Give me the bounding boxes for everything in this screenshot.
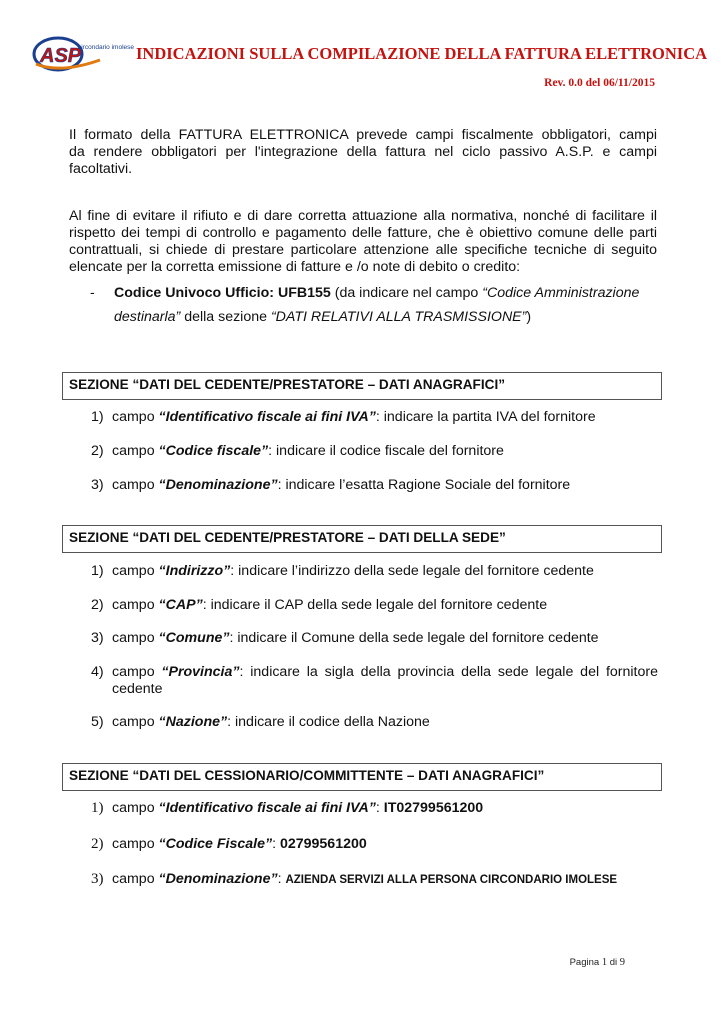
- item-text: [112, 630, 658, 647]
- item-number: 1): [91, 409, 104, 425]
- field-name: “Denominazione”: [158, 477, 278, 493]
- item-description: : indicare il Comune della sede legale del fornitore cedente: [229, 630, 599, 646]
- revision-label: Rev. 0.0 del 06/11/2015: [544, 77, 655, 89]
- item-description: : indicare il codice della Nazione: [227, 714, 430, 730]
- item-description: : indicare l’indirizzo della sede legale del fornitore cedente: [230, 563, 594, 579]
- item-number: 1): [91, 800, 104, 816]
- field-name: “Comune”: [158, 630, 230, 646]
- item-separator: :: [375, 800, 384, 816]
- item-text: [112, 836, 658, 853]
- item-text: [112, 664, 658, 681]
- item-text: [112, 800, 658, 817]
- field-name: destinarla”: [114, 309, 181, 325]
- item-description: : indicare l’esatta Ragione Sociale del fornitore: [277, 477, 571, 493]
- page-number: [570, 957, 625, 968]
- item-prefix: campo: [112, 836, 159, 852]
- field-name: “Provincia”: [161, 664, 240, 680]
- item-separator: :: [277, 871, 286, 887]
- total-pages: 9: [619, 957, 625, 968]
- text-line: Al fine di evitare il rifiuto e di dare corretta attuazione alla normativa, nonché di facilitare il: [69, 208, 657, 224]
- item-prefix: campo: [112, 871, 159, 887]
- item-prefix: campo: [112, 597, 159, 613]
- item-text: [112, 597, 658, 614]
- text-line: contrattuali, si chiede di prestare particolare attenzione alle specifiche tecniche di seguito: [69, 242, 657, 258]
- item-continuation: cedente: [112, 681, 163, 697]
- office-code-line-1: [114, 281, 639, 305]
- item-text: [112, 477, 658, 494]
- item-number: 4): [91, 664, 104, 680]
- item-description: : indicare il CAP della sede legale del fornitore cedente: [202, 597, 548, 613]
- item-number: 2): [91, 836, 104, 852]
- item-number: 5): [91, 714, 104, 730]
- field-name: “Denominazione”: [158, 871, 278, 887]
- field-name: “Nazione”: [158, 714, 228, 730]
- field-name: “CAP”: [158, 597, 203, 613]
- item-prefix: campo: [112, 714, 159, 730]
- field-value: IT02799561200: [383, 800, 484, 816]
- asp-logo: [30, 34, 134, 74]
- item-number: 2): [91, 443, 104, 459]
- section-header: SEZIONE “DATI DEL CEDENTE/PRESTATORE – DATI DELLA SEDE”: [62, 525, 662, 553]
- field-name: “Codice Amministrazione: [482, 285, 640, 301]
- item-text: [112, 714, 658, 731]
- intro-paragraph-2: [69, 208, 657, 276]
- field-name: “Codice fiscale”: [158, 443, 269, 459]
- item-text: [112, 563, 658, 580]
- page-label: Pagina: [569, 957, 602, 968]
- office-code-label: Codice Univoco Ufficio: UFB155: [114, 285, 331, 301]
- document-title: INDICAZIONI SULLA COMPILAZIONE DELLA FATTURA ELETTRONICA: [136, 44, 708, 63]
- section-name: “DATI RELATIVI ALLA TRASMISSIONE”: [270, 309, 527, 325]
- field-name: “Codice Fiscale”: [158, 836, 273, 852]
- bullet-dash: -: [90, 285, 95, 301]
- office-code-text: della sezione: [180, 309, 271, 325]
- section-header: SEZIONE “DATI DEL CESSIONARIO/COMMITTENTE – DATI ANAGRAFICI”: [62, 763, 662, 791]
- office-code-text: ): [526, 309, 532, 325]
- office-code-line-2: [114, 305, 531, 329]
- text-line: Il formato della FATTURA ELETTRONICA prevede campi fiscalmente obbligatori, campi: [69, 127, 657, 143]
- text-line: elencate per la corretta emissione di fatture e /o note di debito o credito:: [69, 259, 521, 275]
- item-text: [112, 409, 658, 426]
- item-text: [112, 443, 658, 460]
- item-separator: :: [272, 836, 280, 852]
- svg-text:circondario imolese: circondario imolese: [78, 44, 134, 51]
- item-description: : indicare la partita IVA del fornitore: [375, 409, 596, 425]
- field-name: “Identificativo fiscale ai fini IVA”: [158, 409, 376, 425]
- item-text: [112, 871, 658, 889]
- of-label: di: [607, 957, 620, 968]
- text-line: da rendere obbligatori per l'integrazione della fattura nel ciclo passivo A.S.P. e campi: [69, 144, 657, 160]
- item-number: 1): [91, 563, 104, 579]
- item-description: : indicare il codice fiscale del fornitore: [268, 443, 504, 459]
- item-description: : indicare la sigla della provincia della sede legale del fornitore: [239, 664, 658, 680]
- text-line: rispetto dei tempi di controllo e pagamento delle fatture, che è obiettivo comune delle parti: [69, 225, 657, 241]
- item-prefix: campo: [112, 630, 159, 646]
- item-number: 3): [91, 477, 104, 493]
- text-line: facoltativi.: [69, 161, 133, 177]
- item-number: 3): [91, 871, 104, 887]
- section-header: SEZIONE “DATI DEL CEDENTE/PRESTATORE – DATI ANAGRAFICI”: [62, 372, 662, 400]
- item-number: 3): [91, 630, 104, 646]
- svg-text:ASP: ASP: [40, 45, 82, 67]
- current-page: 1: [601, 957, 608, 968]
- field-value: AZIENDA SERVIZI ALLA PERSONA CIRCONDARIO IMOLESE: [285, 874, 618, 886]
- item-prefix: campo: [112, 800, 159, 816]
- item-prefix: campo: [112, 477, 159, 493]
- intro-paragraph-1: [69, 127, 657, 178]
- field-name: “Indirizzo”: [158, 563, 231, 579]
- item-prefix: campo: [112, 664, 162, 680]
- item-number: 2): [91, 597, 104, 613]
- item-prefix: campo: [112, 563, 159, 579]
- office-code-text: (da indicare nel campo: [330, 285, 483, 301]
- field-name: “Identificativo fiscale ai fini IVA”: [158, 800, 376, 816]
- field-value: 02799561200: [279, 836, 367, 852]
- item-prefix: campo: [112, 443, 159, 459]
- item-prefix: campo: [112, 409, 159, 425]
